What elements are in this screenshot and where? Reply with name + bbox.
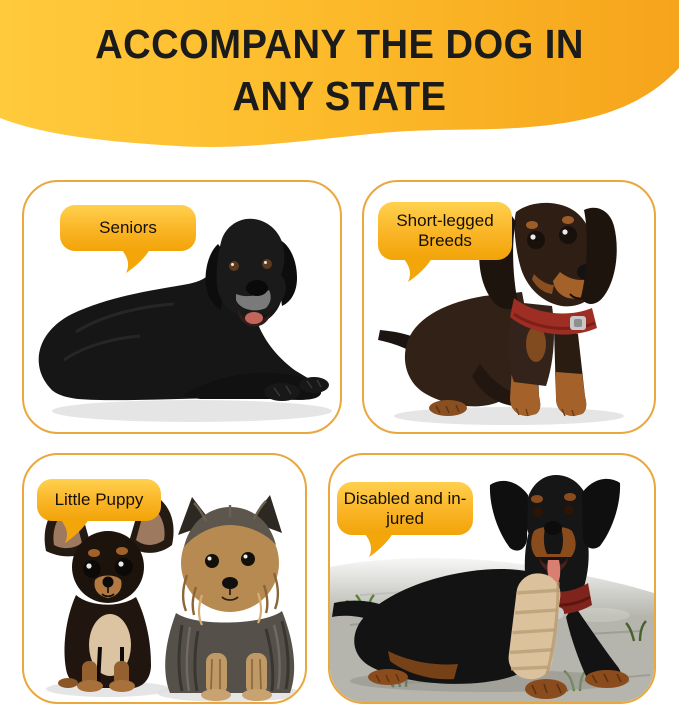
page-title bbox=[24, 18, 655, 122]
bubble-label-line-1: Disabled and in- bbox=[343, 488, 467, 508]
bubble-label: Seniors bbox=[99, 218, 157, 237]
bubble-label-line-1: Short-legged bbox=[396, 211, 494, 230]
speech-bubble-tail-icon bbox=[400, 258, 434, 282]
header-banner bbox=[0, 0, 679, 160]
speech-bubble-tail-icon bbox=[361, 533, 395, 557]
bubble-label-line-2: Breeds bbox=[418, 231, 472, 250]
bubble-label-line-2: jured bbox=[386, 508, 424, 528]
page-title-line-2: ANY STATE bbox=[232, 73, 447, 119]
speech-bubble-little-puppy bbox=[37, 479, 161, 521]
bubble-label: Little Puppy bbox=[54, 490, 144, 509]
card-disabled-injured bbox=[328, 453, 656, 704]
card-short-legged-breeds bbox=[362, 180, 656, 434]
speech-bubble-disabled-injured bbox=[337, 482, 473, 535]
page-title-line-1: ACCOMPANY THE DOG IN bbox=[95, 21, 584, 67]
card-seniors bbox=[22, 180, 342, 434]
speech-bubble-short-legged bbox=[378, 202, 512, 260]
speech-bubble-tail-icon bbox=[118, 249, 152, 273]
speech-bubble-tail-icon bbox=[57, 519, 91, 543]
speech-bubble-seniors bbox=[60, 205, 196, 251]
yorkshire-terrier-puppy bbox=[165, 495, 294, 701]
card-little-puppy bbox=[22, 453, 307, 704]
